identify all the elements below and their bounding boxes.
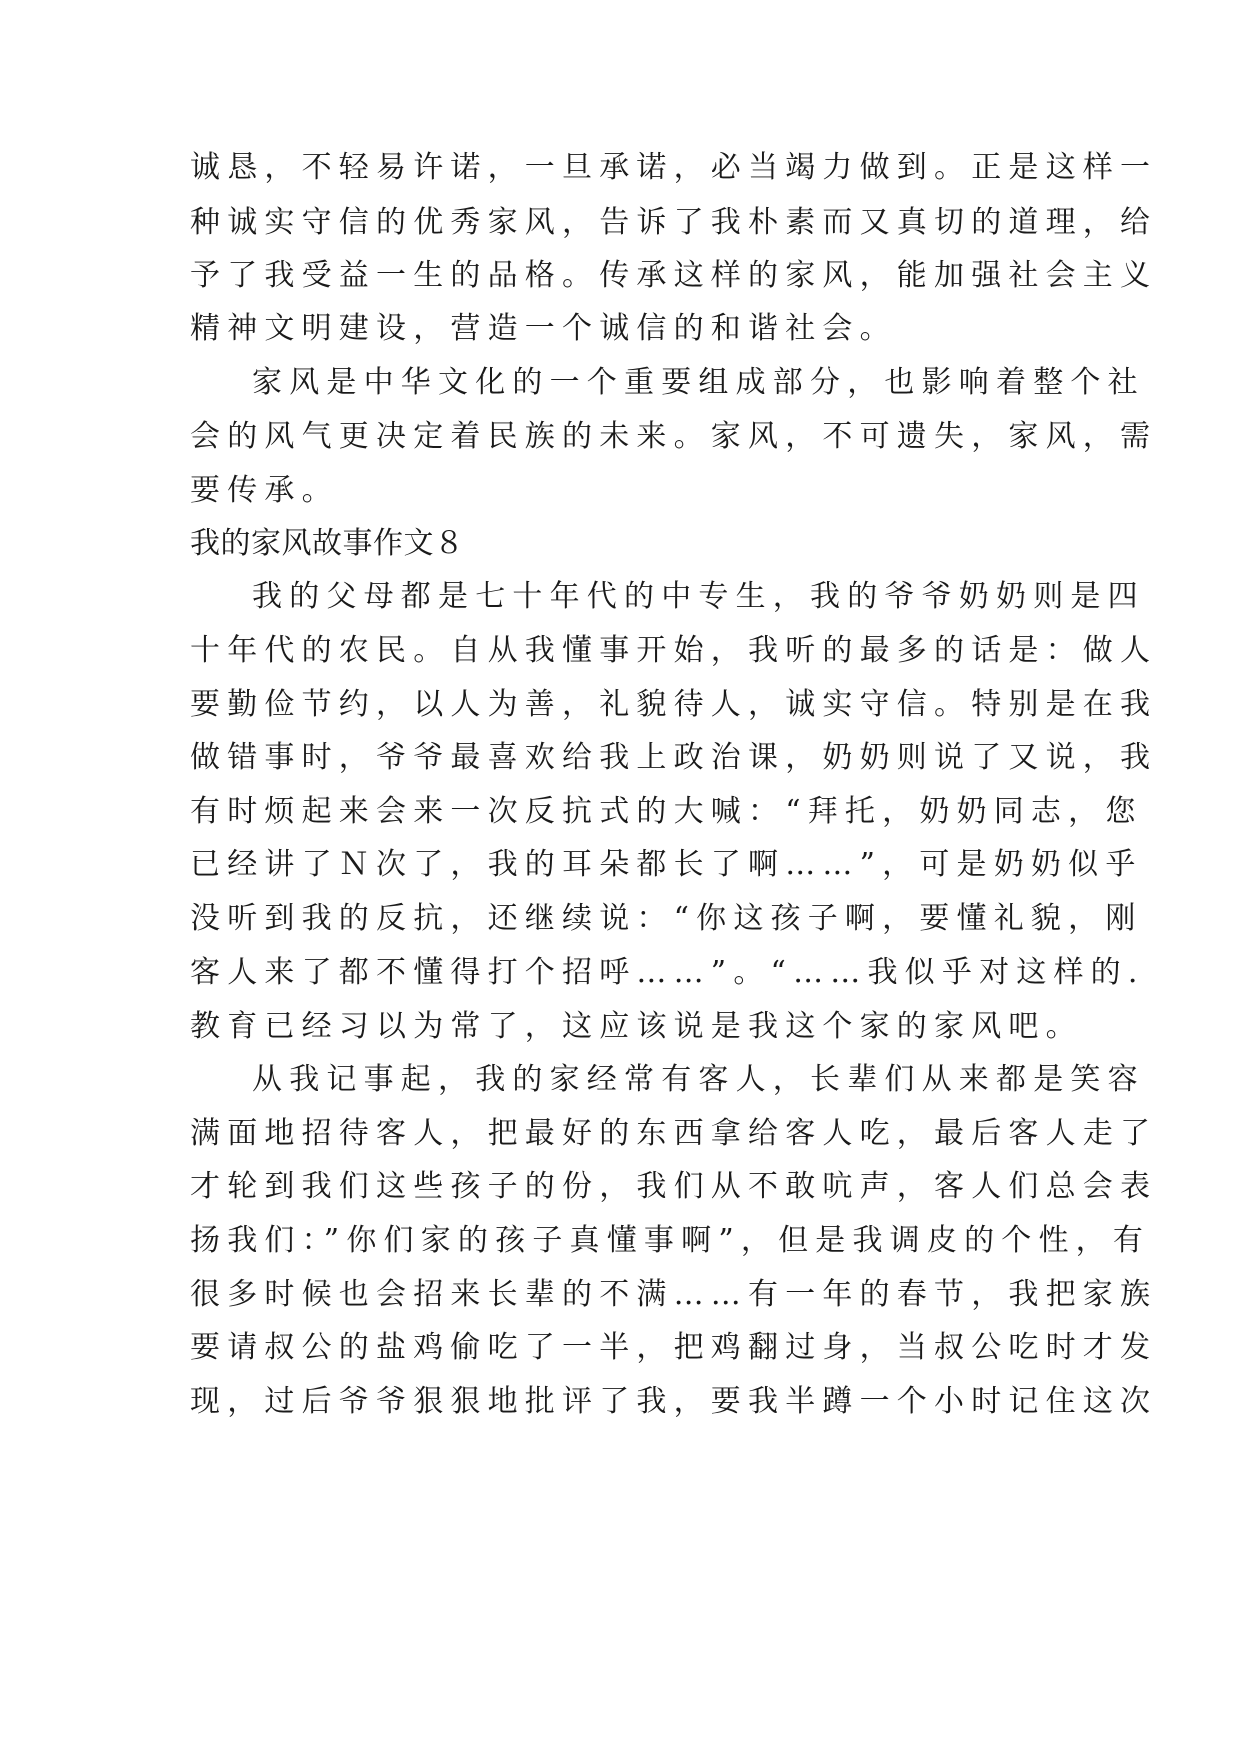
text-line: 要传承。 <box>190 473 339 508</box>
text-line: 满面地招待客人，把最好的东西拿给客人吃，最后客人走了 <box>190 1116 1158 1151</box>
paragraph-first-line: 家风是中华文化的一个重要组成部分，也影响着整个社 <box>252 365 1145 400</box>
paragraph-first-line: 从我记事起，我的家经常有客人，长辈们从来都是笑容 <box>252 1062 1145 1097</box>
paragraph-first-line: 我的父母都是七十年代的中专生，我的爷爷奶奶则是四 <box>252 579 1145 614</box>
text-line: 十年代的农民。自从我懂事开始，我听的最多的话是：做人 <box>190 633 1158 668</box>
text-line: 有时烦起来会来一次反抗式的大喊：“拜托，奶奶同志，您 <box>190 794 1143 829</box>
text-line: 予了我受益一生的品格。传承这样的家风，能加强社会主义 <box>190 258 1158 293</box>
text-line: 会的风气更决定着民族的未来。家风，不可遗失，家风，需 <box>190 419 1158 454</box>
text-line: 扬我们：”你们家的孩子真懂事啊”，但是我调皮的个性，有 <box>190 1223 1151 1258</box>
text-line: 做错事时，爷爷最喜欢给我上政治课，奶奶则说了又说，我 <box>190 740 1158 775</box>
text-line: 没听到我的反抗，还继续说：“你这孩子啊，要懂礼貌，刚 <box>190 901 1143 936</box>
text-line: 很多时候也会招来长辈的不满……有一年的春节，我把家族 <box>190 1277 1158 1312</box>
text-line: 客人来了都不懂得打个招呼……”。“……我似乎对这样的. <box>190 955 1145 990</box>
text-line: 才轮到我们这些孩子的份，我们从不敢吭声，客人们总会表 <box>190 1169 1158 1204</box>
text-line: 要勤俭节约，以人为善，礼貌待人，诚实守信。特别是在我 <box>190 687 1158 722</box>
text-line: 精神文明建设，营造一个诚信的和谐社会。 <box>190 311 897 346</box>
section-heading: 我的家风故事作文８ <box>190 526 465 561</box>
text-line: 种诚实守信的优秀家风，告诉了我朴素而又真切的道理，给 <box>190 205 1158 240</box>
text-line: 现，过后爷爷狠狠地批评了我，要我半蹲一个小时记住这次 <box>190 1384 1158 1419</box>
text-line: 诚恳，不轻易许诺，一旦承诺，必当竭力做到。正是这样一 <box>190 150 1158 185</box>
text-line: 教育已经习以为常了，这应该说是我这个家的家风吧。 <box>190 1009 1083 1044</box>
text-line: 已经讲了Ｎ次了，我的耳朵都长了啊……”，可是奶奶似乎 <box>190 847 1143 882</box>
text-line: 要请叔公的盐鸡偷吃了一半，把鸡翻过身，当叔公吃时才发 <box>190 1330 1158 1365</box>
